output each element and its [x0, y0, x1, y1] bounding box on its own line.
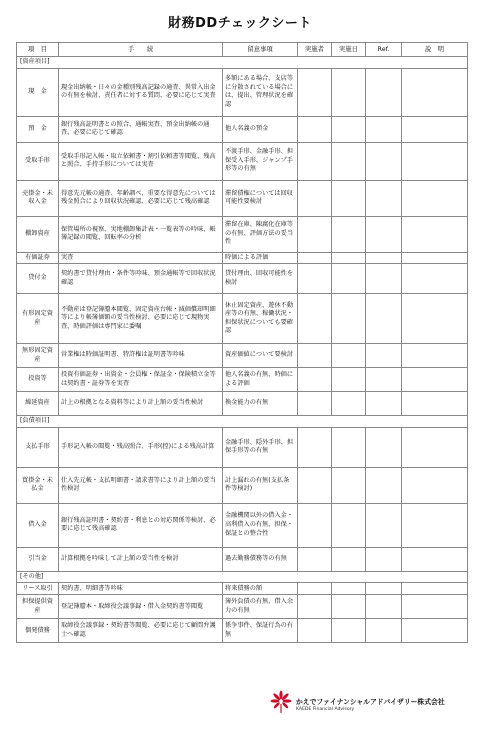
procedure-cell: 受取手形記入帳・取立依頼書・割引依頼書等閲覧、残高と照合、手持手形については実査	[59, 142, 223, 180]
ref-cell[interactable]	[366, 294, 402, 344]
procedure-cell: 取締役会議事録・契約書等閲覧、必要に応じて顧問弁護士へ確認	[59, 619, 223, 643]
column-header: Ref.	[366, 43, 402, 57]
performer-cell[interactable]	[298, 252, 332, 264]
performer-cell[interactable]	[298, 264, 332, 294]
explanation-cell[interactable]	[402, 142, 468, 180]
explanation-cell[interactable]	[402, 583, 468, 595]
notes-cell: 他人名義の預金	[223, 116, 298, 142]
ref-cell[interactable]	[366, 619, 402, 643]
section-row	[17, 571, 468, 583]
notes-cell: 時価による評価	[223, 252, 298, 264]
item-cell: 借入金	[17, 503, 59, 547]
date-cell[interactable]	[332, 216, 366, 252]
item-cell: 投資等	[17, 368, 59, 392]
performer-cell[interactable]	[298, 547, 332, 571]
date-cell[interactable]	[332, 344, 366, 368]
table-row	[17, 142, 468, 180]
ref-cell[interactable]	[366, 216, 402, 252]
performer-cell[interactable]	[298, 467, 332, 503]
procedure-cell: 得意先元帳の通査、年齢調べ、重要な得意先については残金照合により回収状況確認、必要に応じて残高確認	[59, 180, 223, 216]
column-header: 実施日	[332, 43, 366, 57]
notes-cell: 過去勤務債務等の有無	[223, 547, 298, 571]
section-label: [資産項目]	[17, 57, 468, 69]
table-row	[17, 180, 468, 216]
table-row	[17, 264, 468, 294]
date-cell[interactable]	[332, 368, 366, 392]
item-cell: 棚卸資産	[17, 216, 59, 252]
notes-cell: 他人名義の有無、時価による評価	[223, 368, 298, 392]
date-cell[interactable]	[332, 547, 366, 571]
explanation-cell[interactable]	[402, 116, 468, 142]
ref-cell[interactable]	[366, 180, 402, 216]
company-name-ja: かえでファイナンシャルアドバイザリー株式会社	[296, 698, 445, 706]
item-cell: 現 金	[17, 68, 59, 116]
date-cell[interactable]	[332, 595, 366, 619]
item-cell: 引当金	[17, 547, 59, 571]
explanation-cell[interactable]	[402, 595, 468, 619]
procedure-cell: 不動産は登記簿謄本閲覧、固定資産台帳・減価償却明細等により帳簿価額の妥当性検討、必要に応じて現物実査、時価評価は専門家に委嘱	[59, 294, 223, 344]
date-cell[interactable]	[332, 583, 366, 595]
procedure-cell: 営業権は時価証明書、特許権は証明書等吟味	[59, 344, 223, 368]
table-row	[17, 368, 468, 392]
procedure-cell: 現金出納帳・日々の金種別残高記録の通査、異常入出金の有無を検討、責任者に対する質問、必要に応じて実査	[59, 68, 223, 116]
item-cell: 預 金	[17, 116, 59, 142]
notes-cell: 金融手形、隠外手形、担保手形等の有無	[223, 427, 298, 467]
date-cell[interactable]	[332, 619, 366, 643]
explanation-cell[interactable]	[402, 68, 468, 116]
date-cell[interactable]	[332, 392, 366, 416]
column-header: 実施者	[298, 43, 332, 57]
ref-cell[interactable]	[366, 583, 402, 595]
date-cell[interactable]	[332, 142, 366, 180]
table-row	[17, 547, 468, 571]
procedure-cell: 手形記入帳の閲覧・残高照合、手形(控)による残高計算	[59, 427, 223, 467]
table-row	[17, 294, 468, 344]
ref-cell[interactable]	[366, 116, 402, 142]
item-cell: 繰延資産	[17, 392, 59, 416]
table-row	[17, 216, 468, 252]
performer-cell[interactable]	[298, 116, 332, 142]
column-header: 留意事項	[223, 43, 298, 57]
table-row	[17, 344, 468, 368]
item-cell: 買掛金・未払金	[17, 467, 59, 503]
column-header: 説 明	[402, 43, 468, 57]
notes-cell: 簿外負債の有無、借入余力の有無	[223, 595, 298, 619]
explanation-cell[interactable]	[402, 252, 468, 264]
notes-cell: 将来債務の額	[223, 583, 298, 595]
explanation-cell[interactable]	[402, 392, 468, 416]
date-cell[interactable]	[332, 180, 366, 216]
table-row	[17, 392, 468, 416]
table-row	[17, 116, 468, 142]
explanation-cell[interactable]	[402, 368, 468, 392]
item-cell: リース取引	[17, 583, 59, 595]
notes-cell: 滞留債権については回収可能性要検討	[223, 180, 298, 216]
performer-cell[interactable]	[298, 180, 332, 216]
procedure-cell: 投資有価証券・出資金・会員権・保証金・保険積立金等は契約書・証券等を実査	[59, 368, 223, 392]
header-row	[17, 43, 468, 57]
item-cell: 売掛金・未収入金	[17, 180, 59, 216]
date-cell[interactable]	[332, 467, 366, 503]
table-row	[17, 619, 468, 643]
item-cell: 偶発債務	[17, 619, 59, 643]
company-name-en: KAEDE Financial Advisory	[296, 707, 355, 712]
ref-cell[interactable]	[366, 392, 402, 416]
ref-cell[interactable]	[366, 68, 402, 116]
item-cell: 担保提供資産	[17, 595, 59, 619]
page-title: 財務DDチェックシート	[168, 16, 312, 31]
notes-cell: 換金能力の有無	[223, 392, 298, 416]
performer-cell[interactable]	[298, 344, 332, 368]
notes-cell: 計上漏れの有無(支払条件等検討)	[223, 467, 298, 503]
performer-cell[interactable]	[298, 392, 332, 416]
explanation-cell[interactable]	[402, 427, 468, 467]
explanation-cell[interactable]	[402, 547, 468, 571]
notes-cell: 不渡手形、金融手形、担保受入手形、ジャンプ手形等の有無	[223, 142, 298, 180]
procedure-cell: 登記簿謄本・取締役会議事録・借入金契約書等閲覧	[59, 595, 223, 619]
ref-cell[interactable]	[366, 427, 402, 467]
performer-cell[interactable]	[298, 294, 332, 344]
performer-cell[interactable]	[298, 583, 332, 595]
explanation-cell[interactable]	[402, 180, 468, 216]
ref-cell[interactable]	[366, 368, 402, 392]
notes-cell: 多額にある場合、支店等に分散されている場合には、提出、管理状況を確認	[223, 68, 298, 116]
item-cell: 無形固定資産	[17, 344, 59, 368]
date-cell[interactable]	[332, 116, 366, 142]
date-cell[interactable]	[332, 252, 366, 264]
performer-cell[interactable]	[298, 503, 332, 547]
notes-cell: 金融機関以外の借入金・高利借入の有無、担保・保証との整合性	[223, 503, 298, 547]
company-footer	[270, 688, 470, 728]
performer-cell[interactable]	[298, 368, 332, 392]
section-row	[17, 57, 468, 69]
ref-cell[interactable]	[366, 344, 402, 368]
ref-cell[interactable]	[366, 547, 402, 571]
ref-cell[interactable]	[366, 264, 402, 294]
table-row	[17, 503, 468, 547]
date-cell[interactable]	[332, 68, 366, 116]
procedure-cell: 契約書で貸付理由・条件等吟味、預金通帳等で回収状況確認	[59, 264, 223, 294]
procedure-cell: 実査	[59, 252, 223, 264]
explanation-cell[interactable]	[402, 344, 468, 368]
ref-cell[interactable]	[366, 252, 402, 264]
ref-cell[interactable]	[366, 467, 402, 503]
item-cell: 貸付金	[17, 264, 59, 294]
explanation-cell[interactable]	[402, 294, 468, 344]
item-cell: 支払手形	[17, 427, 59, 467]
item-cell: 有価証券	[17, 252, 59, 264]
table-row	[17, 68, 468, 116]
procedure-cell: 計上の根拠となる資料等により計上額の妥当性検討	[59, 392, 223, 416]
table-row	[17, 595, 468, 619]
section-label: [その他]	[17, 571, 468, 583]
procedure-cell: 銀行残高証明書との照合、通帳実査、預金出納帳の通査、必要に応じて確認	[59, 116, 223, 142]
table-row	[17, 252, 468, 264]
notes-cell: 資産価値について要検討	[223, 344, 298, 368]
procedure-cell: 保管場所の視察、実地棚卸集計表・一覧表等の吟味、帳簿記録の閲覧、回転率の分析	[59, 216, 223, 252]
procedure-cell: 仕入先元帳・支払明細書・請求書等により計上額の妥当性検討	[59, 467, 223, 503]
notes-cell: 係争事件、保証行為の有無	[223, 619, 298, 643]
performer-cell[interactable]	[298, 68, 332, 116]
section-row	[17, 416, 468, 428]
procedure-cell: 銀行残高証明書・契約書・利息との対応関係等検討、必要に応じて残高確認	[59, 503, 223, 547]
table-row	[17, 427, 468, 467]
explanation-cell[interactable]	[402, 467, 468, 503]
performer-cell[interactable]	[298, 216, 332, 252]
column-header: 項 目	[17, 43, 59, 57]
section-label: [負債項目]	[17, 416, 468, 428]
date-cell[interactable]	[332, 427, 366, 467]
table-row	[17, 467, 468, 503]
performer-cell[interactable]	[298, 619, 332, 643]
explanation-cell[interactable]	[402, 619, 468, 643]
explanation-cell[interactable]	[402, 503, 468, 547]
date-cell[interactable]	[332, 264, 366, 294]
checklist-table	[16, 42, 468, 643]
performer-cell[interactable]	[298, 595, 332, 619]
performer-cell[interactable]	[298, 427, 332, 467]
procedure-cell: 契約書、明細書等吟味	[59, 583, 223, 595]
explanation-cell[interactable]	[402, 264, 468, 294]
maple-leaf-logo-icon	[270, 690, 292, 714]
notes-cell: 休止固定資産、遊休不動産等の有無、稼働状況・担保状況についても要確認	[223, 294, 298, 344]
notes-cell: 貸付理由、回収可能性を検討	[223, 264, 298, 294]
table-row	[17, 583, 468, 595]
performer-cell[interactable]	[298, 142, 332, 180]
procedure-cell: 計算根拠を吟味して計上額の妥当性を検討	[59, 547, 223, 571]
date-cell[interactable]	[332, 503, 366, 547]
notes-cell: 滞留在庫、陳腐化在庫等の有無、評価方法の妥当性	[223, 216, 298, 252]
column-header: 手 続	[59, 43, 223, 57]
item-cell: 受取手形	[17, 142, 59, 180]
date-cell[interactable]	[332, 294, 366, 344]
ref-cell[interactable]	[366, 142, 402, 180]
ref-cell[interactable]	[366, 595, 402, 619]
ref-cell[interactable]	[366, 503, 402, 547]
explanation-cell[interactable]	[402, 216, 468, 252]
item-cell: 有形固定資産	[17, 294, 59, 344]
